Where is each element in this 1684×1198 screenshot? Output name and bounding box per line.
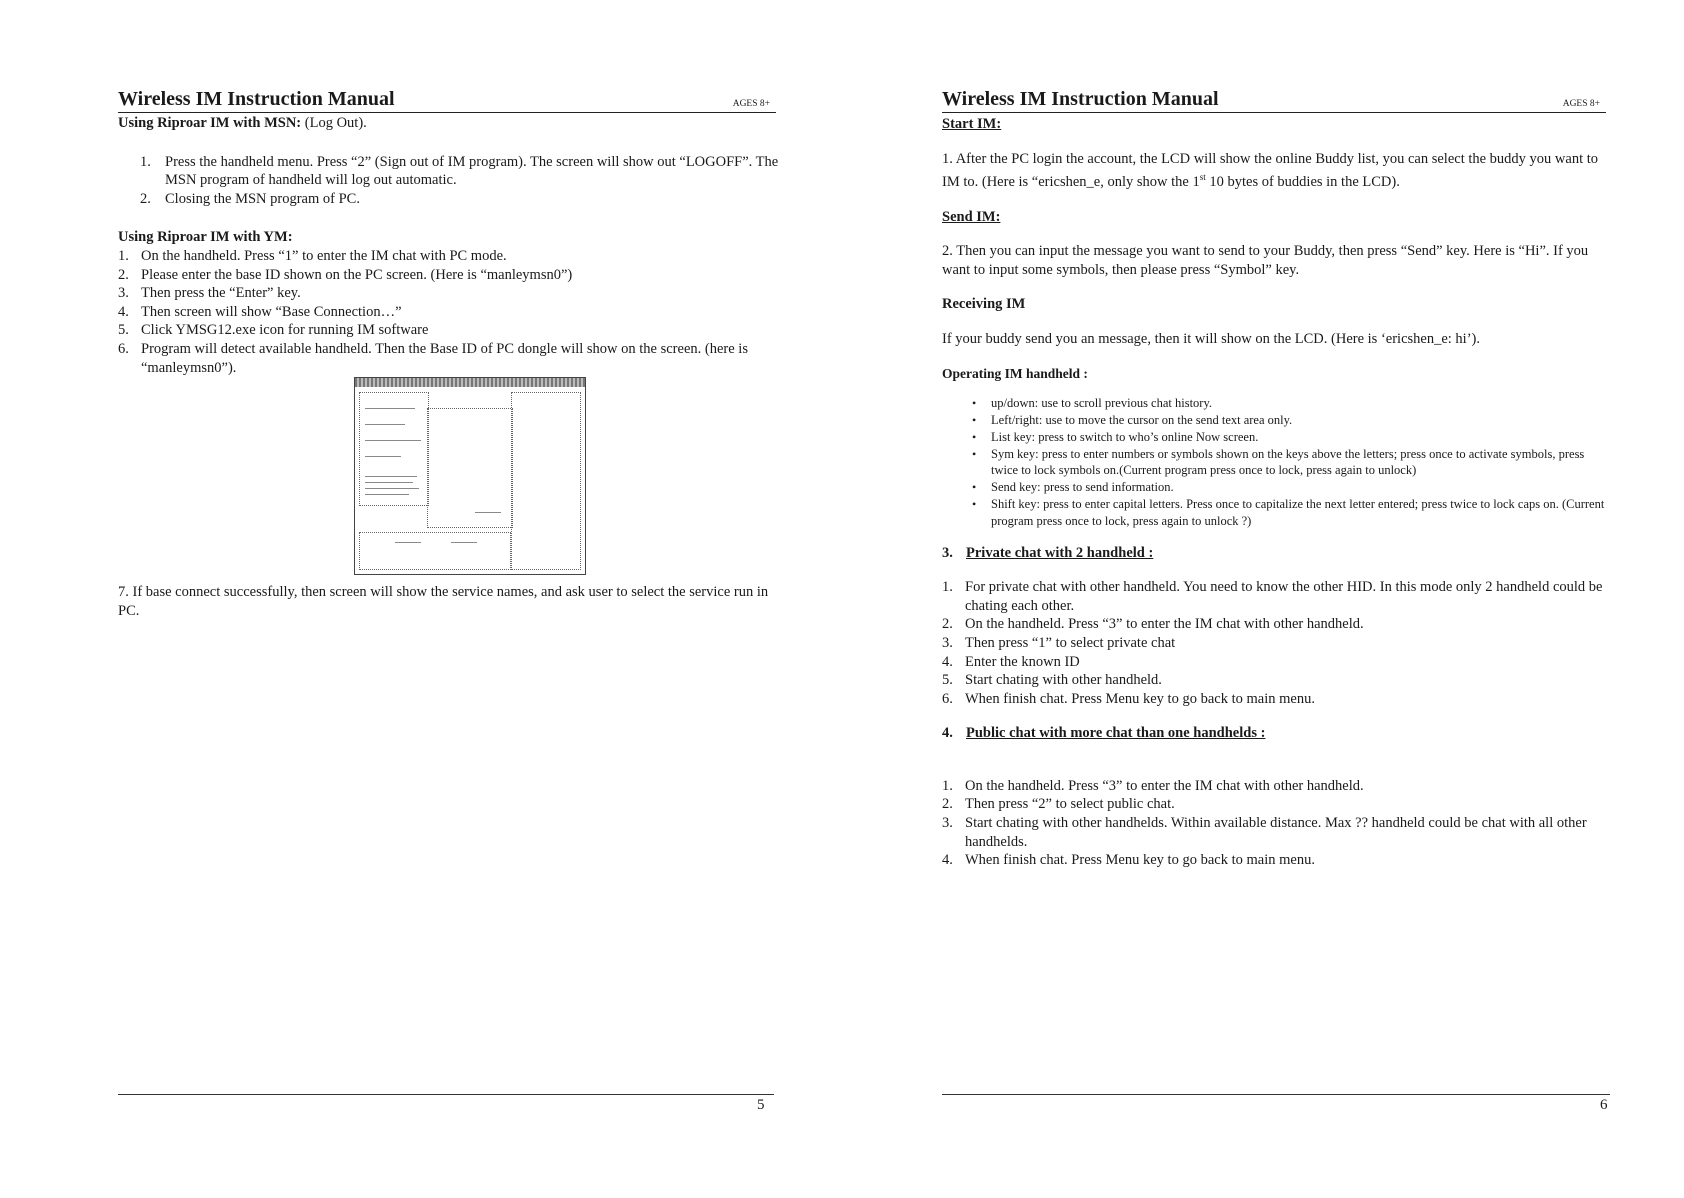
start-im-text: 1. After the PC login the account, the LCD will show the online Buddy list, you can select the buddy you want to IM to. (Here is “ericshen_e, only show the 1st 10 bytes of buddies in the LCD). <box>942 150 1599 191</box>
ym-step-7: 7. If base connect successfully, then screen will show the service names, and ask user to select the service run in PC. <box>118 584 769 619</box>
ages-label: AGES 8+ <box>1562 99 1600 109</box>
send-im-heading: Send IM: <box>942 208 1001 225</box>
footer-rule <box>118 1094 774 1095</box>
list-item: 1. For private chat with other handheld. You need to know the other HID. In this mode only 2 handheld could be chating each other. <box>942 579 1603 614</box>
list-item: • List key: press to switch to who’s online Now screen. <box>942 429 1606 446</box>
page-number: 6 <box>1600 1097 1608 1113</box>
list-item: • Shift key: press to enter capital letters. Press once to capitalize the next letter entered; press twice to lock caps on. (Current program press once to lock, press again to unlock ?) <box>942 496 1606 530</box>
list-item: 1. On the handheld. Press “1” to enter the IM chat with PC mode. <box>118 247 507 264</box>
ymsg-screenshot <box>354 377 586 575</box>
public-chat-steps <box>942 777 1606 870</box>
screenshot-side-panel <box>511 392 581 570</box>
page-right <box>842 0 1684 1198</box>
list-item: 5. Start chating with other handheld. <box>942 672 1162 689</box>
ym-heading: Using Riproar IM with YM: <box>118 229 293 246</box>
list-item: 6. When finish chat. Press Menu key to go back to main menu. <box>942 690 1315 707</box>
list-item: • Send key: press to send information. <box>942 479 1606 496</box>
footer-rule <box>942 1094 1610 1095</box>
operating-keys-list <box>942 395 1606 529</box>
list-item: 2. On the handheld. Press “3” to enter the IM chat with other handheld. <box>942 616 1364 633</box>
start-im-heading: Start IM: <box>942 116 1002 132</box>
list-item: 2. Closing the MSN program of PC. <box>140 190 360 207</box>
manual-title: Wireless IM Instruction Manual <box>118 88 395 110</box>
list-item: • up/down: use to scroll previous chat history. <box>942 395 1606 412</box>
operating-heading: Operating IM handheld : <box>942 365 1088 381</box>
list-item: 6. Program will detect available handheld. Then the Base ID of PC dongle will show on the screen. (here is “manleymsn0”). <box>118 340 748 376</box>
send-im-text: 2. Then you can input the message you want to send to your Buddy, then press “Send” key. Here is “Hi”. If you want to input some symbols, then please press “Symbol” key. <box>942 243 1589 278</box>
screenshot-titlebar <box>355 378 585 387</box>
list-item: 1. Press the handheld menu. Press “2” (Sign out of IM program). The screen will show out “LOGOFF”. The MSN program of handheld will log out automatic. <box>140 153 779 189</box>
private-chat-heading: 3. Private chat with 2 handheld : <box>942 544 1154 561</box>
list-item: 3. Start chating with other handhelds. Within available distance. Max ?? handheld could be chat with all other handhelds. <box>942 815 1587 850</box>
ages-label: AGES 8+ <box>732 99 770 109</box>
page-body <box>118 114 788 620</box>
list-item: 4. When finish chat. Press Menu key to go back to main menu. <box>942 852 1315 869</box>
page-header <box>118 86 776 113</box>
screenshot-bottom-panel <box>359 532 511 570</box>
page-header <box>942 86 1606 113</box>
receiving-im-text: If your buddy send you an message, then it will show on the LCD. (Here is ‘ericshen_e: hi’). <box>942 330 1480 347</box>
list-item: 4. Then screen will show “Base Connection…” <box>118 303 402 320</box>
list-item: 5. Click YMSG12.exe icon for running IM software <box>118 322 429 339</box>
list-item: • Left/right: use to move the cursor on the send text area only. <box>942 412 1606 429</box>
page-number: 5 <box>757 1097 765 1113</box>
page-body <box>942 115 1606 870</box>
msn-steps <box>118 153 788 209</box>
msn-heading: Using Riproar IM with MSN: (Log Out). <box>118 115 367 131</box>
public-chat-heading: 4. Public chat with more chat than one handhelds : <box>942 725 1266 742</box>
list-item: 4. Enter the known ID <box>942 653 1080 670</box>
private-chat-steps <box>942 578 1606 708</box>
list-item: 1. On the handheld. Press “3” to enter the IM chat with other handheld. <box>942 777 1364 794</box>
manual-title: Wireless IM Instruction Manual <box>942 88 1219 110</box>
list-item: 2. Then press “2” to select public chat. <box>942 796 1175 813</box>
ym-steps <box>118 247 788 377</box>
list-item: 2. Please enter the base ID shown on the PC screen. (Here is “manleymsn0”) <box>118 266 573 283</box>
list-item: 3. Then press “1” to select private chat <box>942 634 1176 651</box>
list-item: 3. Then press the “Enter” key. <box>118 285 301 302</box>
receiving-im-heading: Receiving IM <box>942 296 1026 313</box>
list-item: • Sym key: press to enter numbers or symbols shown on the keys above the letters; press once to activate symbols, press twice to lock symbols on.(Current program press once to lock, press again to unlock) <box>942 446 1606 480</box>
screenshot-list-panel <box>427 408 513 528</box>
